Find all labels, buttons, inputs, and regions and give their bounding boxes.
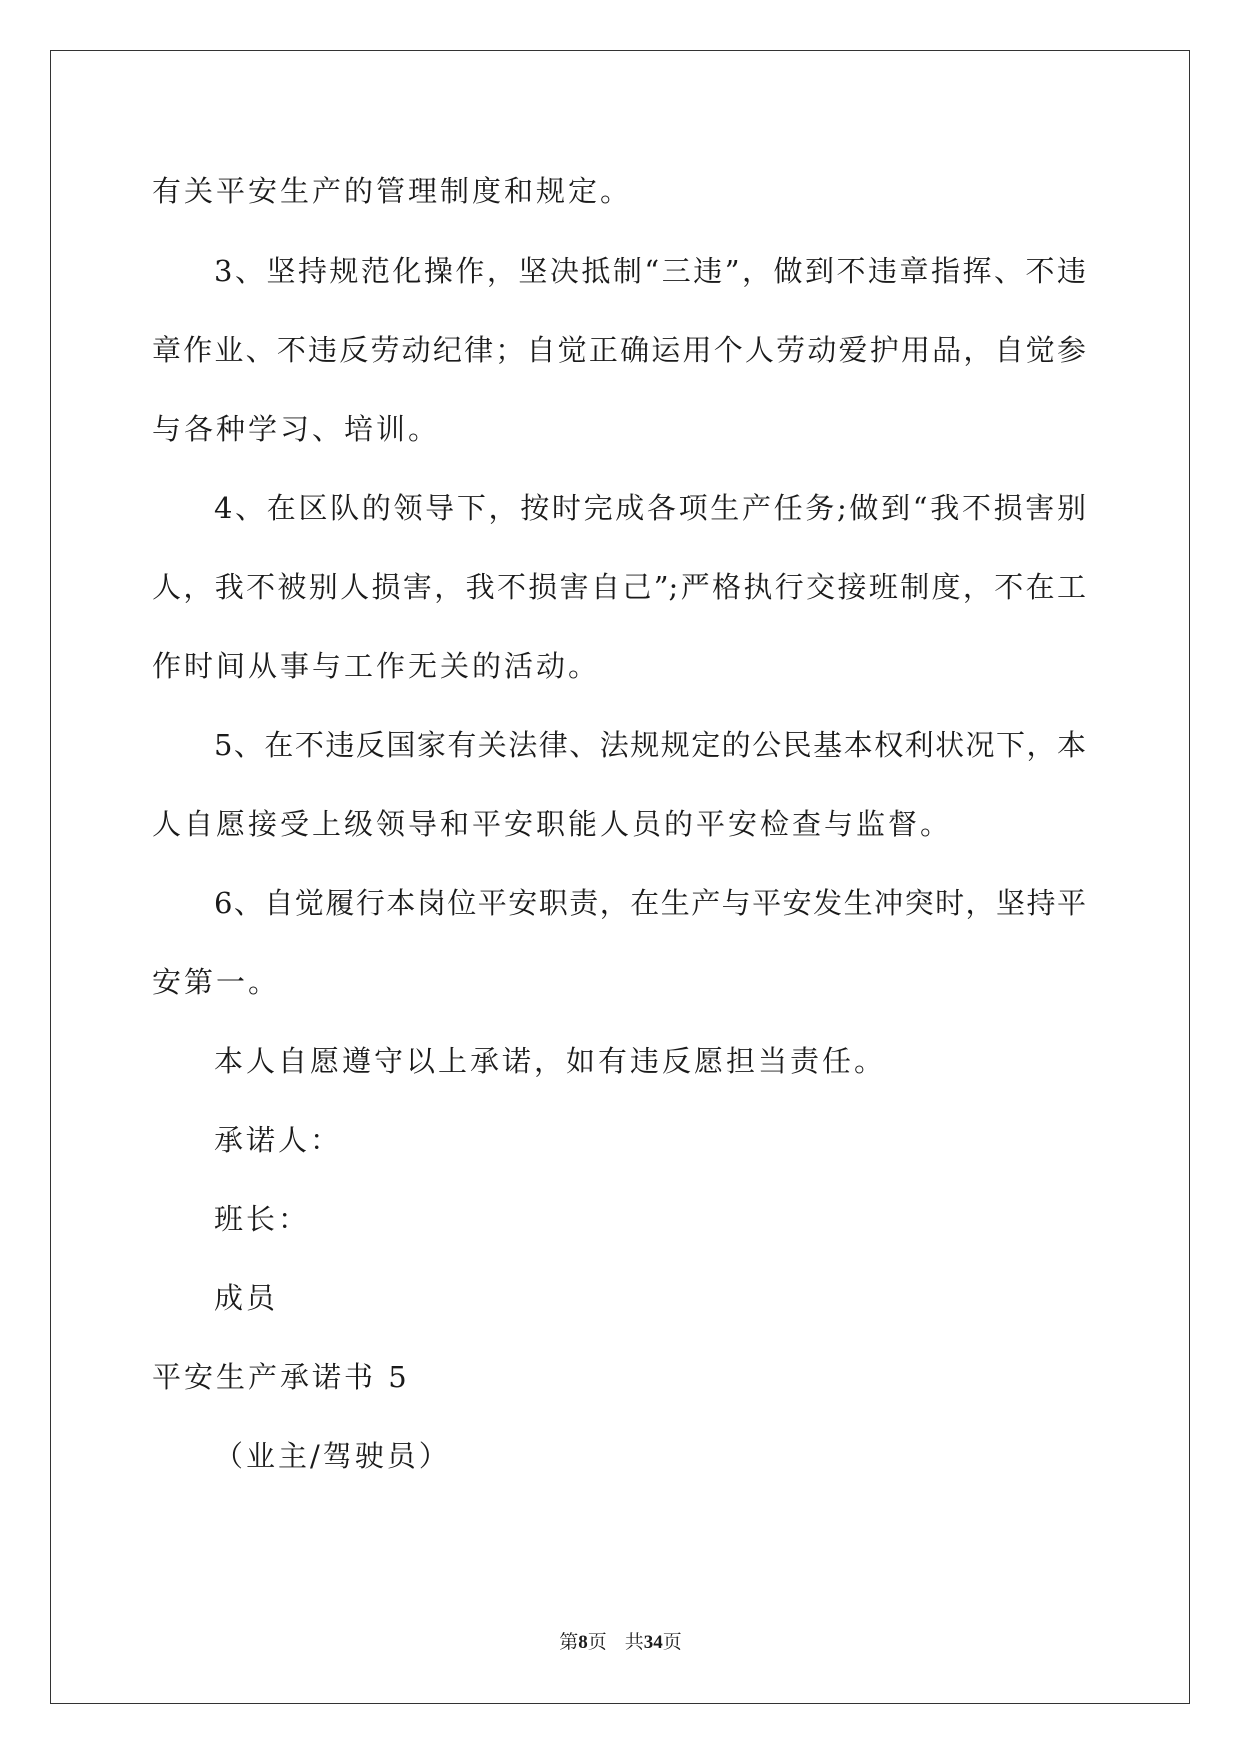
commitment-statement: 本人自愿遵守以上承诺，如有违反愿担当责任。 <box>214 1044 887 1078</box>
footer-page-number: 8 <box>578 1632 588 1653</box>
clause-5-line-1: 5、在不违反国家有关法律、法规规定的公民基本权利状况下，本 <box>214 728 1086 762</box>
clause-3-line-2: 章作业、不违反劳动纪律；自觉正确运用个人劳动爱护用品，自觉参 <box>152 333 1086 367</box>
clause-4-line-3: 作时间从事与工作无关的活动。 <box>152 649 601 683</box>
footer-page-prefix: 第 <box>559 1631 579 1653</box>
section-title: 平安生产承诺书 5 <box>152 1360 410 1394</box>
clause-6-line-2: 安第一。 <box>152 965 281 999</box>
clause-3-line-3: 与各种学习、培训。 <box>152 412 441 446</box>
clause-4-line-1: 4、在区队的领导下，按时完成各项生产任务;做到“我不损害别 <box>214 491 1086 525</box>
clause-4-line-2: 人，我不被别人损害，我不损害自己”;严格执行交接班制度，不在工 <box>152 570 1086 604</box>
section-subtitle: （业主/驾驶员） <box>214 1439 451 1473</box>
paragraph-line-1: 有关平安生产的管理制度和规定。 <box>152 174 633 208</box>
footer-page-suffix: 页 <box>587 1631 607 1653</box>
members-label: 成员 <box>214 1281 279 1315</box>
footer-total-pages: 34 <box>643 1632 663 1653</box>
team-leader-label: 班长： <box>214 1202 311 1236</box>
footer-total-prefix: 共 <box>624 1631 644 1653</box>
clause-5-line-2: 人自愿接受上级领导和平安职能人员的平安检查与监督。 <box>152 807 953 841</box>
clause-3-line-1: 3、坚持规范化操作，坚决抵制“三违”，做到不违章指挥、不违 <box>214 254 1086 288</box>
footer-total-suffix: 页 <box>662 1631 682 1653</box>
clause-6-line-1: 6、自觉履行本岗位平安职责，在生产与平安发生冲突时，坚持平 <box>214 886 1086 920</box>
page-footer <box>0 1630 1241 1655</box>
signatory-label: 承诺人： <box>214 1123 343 1157</box>
